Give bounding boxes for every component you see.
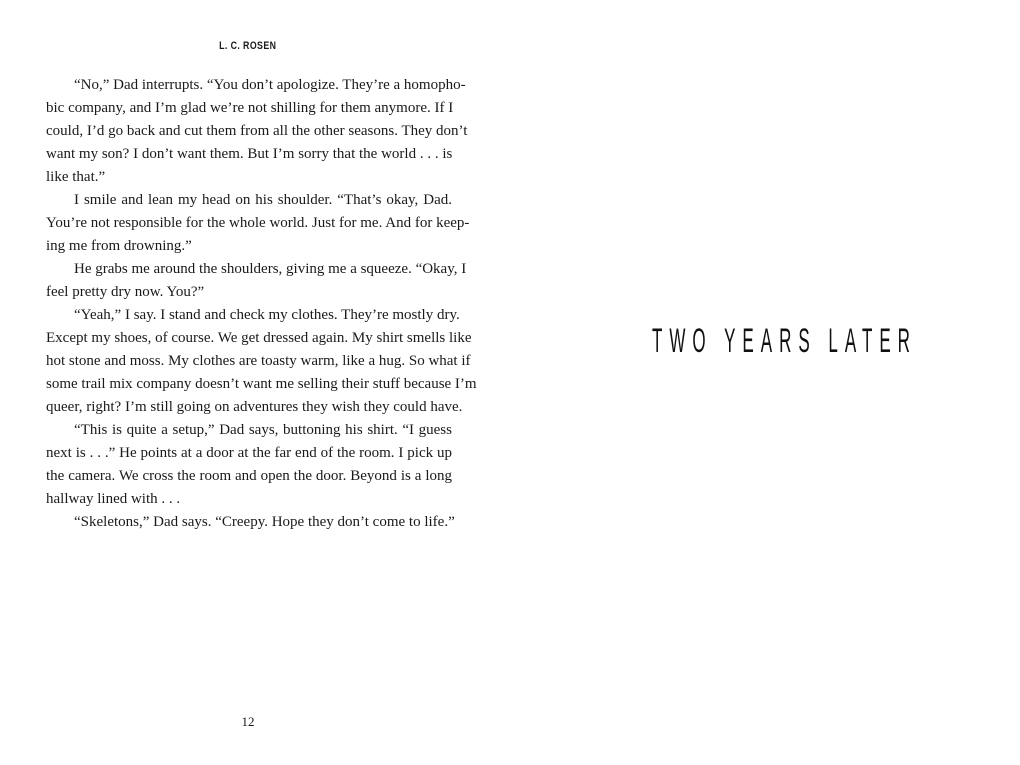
- text-line: next is . . .” He points at a door at the far end of the room. I pick up: [46, 445, 452, 461]
- text-line: like that.”: [46, 169, 106, 185]
- text-line: You’re not responsible for the whole world. Just for me. And for keep-: [46, 215, 470, 231]
- text-line: hallway lined with . . .: [46, 491, 181, 507]
- text-line: “No,” Dad interrupts. “You don’t apologize. They’re a homopho-: [74, 77, 466, 93]
- page-number: 12: [241, 714, 255, 729]
- text-line: “Yeah,” I say. I stand and check my clothes. They’re mostly dry.: [74, 307, 460, 323]
- body-text: [46, 74, 477, 534]
- text-line: could, I’d go back and cut them from all the other seasons. They don’t: [46, 123, 468, 139]
- text-line: ing me from drowning.”: [46, 238, 192, 254]
- text-line: I smile and lean my head on his shoulder. “That’s okay, Dad.: [74, 192, 452, 208]
- section-title: TWO YEARS LATER: [652, 322, 917, 360]
- text-line: Except my shoes, of course. We get dressed again. My shirt smells like: [46, 330, 472, 346]
- text-line: bic company, and I’m glad we’re not shilling for them anymore. If I: [46, 100, 454, 116]
- text-line: queer, right? I’m still going on adventures they wish they could have.: [46, 399, 463, 415]
- text-line: “Skeletons,” Dad says. “Creepy. Hope they don’t come to life.”: [74, 514, 455, 530]
- running-head: [0, 40, 496, 52]
- running-head-text: L. C. ROSEN: [219, 40, 277, 52]
- text-line: the camera. We cross the room and open the door. Beyond is a long: [46, 468, 452, 484]
- text-line: feel pretty dry now. You?”: [46, 284, 205, 300]
- text-line: want my son? I don’t want them. But I’m sorry that the world . . . is: [46, 146, 453, 162]
- text-line: hot stone and moss. My clothes are toasty warm, like a hug. So what if: [46, 353, 471, 369]
- text-line: “This is quite a setup,” Dad says, buttoning his shirt. “I guess: [74, 422, 452, 438]
- text-line: He grabs me around the shoulders, giving me a squeeze. “Okay, I: [74, 261, 467, 277]
- text-line: some trail mix company doesn’t want me selling their stuff because I’m: [46, 376, 477, 392]
